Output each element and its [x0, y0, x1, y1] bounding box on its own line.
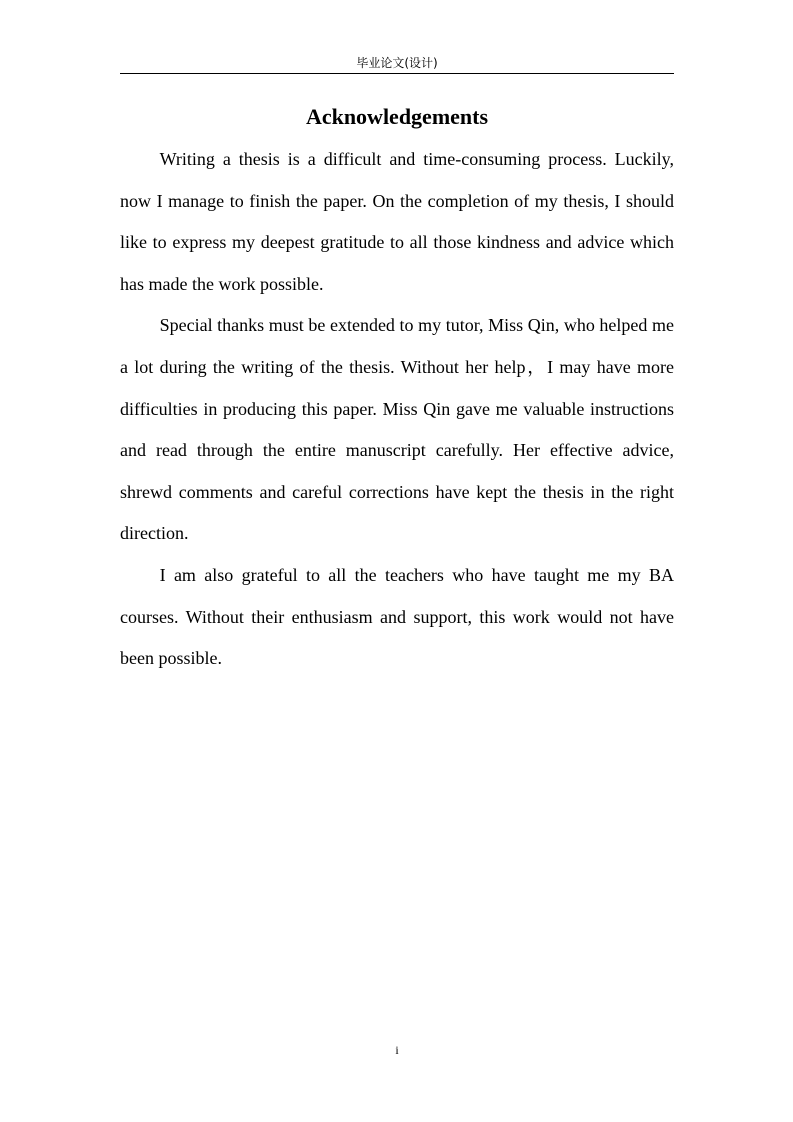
page-number: i [395, 1043, 399, 1057]
header-rule [120, 73, 674, 74]
paragraph-1: Writing a thesis is a difficult and time-consuming process. Luckily, now I manage to finish the paper. On the completion of my thesis, I should like to express my deepest gratitude to all those kindness and advice which has made the work possible. [120, 149, 674, 294]
paragraph-3: I am also grateful to all the teachers who have taught me my BA courses. Without their enthusiasm and support, this work would not have been possible. [120, 564, 674, 669]
paragraph-2: Special thanks must be extended to my tutor, Miss Qin, who helped me a lot during the writing of the thesis. Without her help，I may have more difficulties in producing this paper. Miss Qin gave me valuable instructions and read through the entire manuscript carefully. Her effective advice, shrewd comments and careful corrections have kept the thesis in the right direction. [120, 315, 674, 544]
body-text [120, 139, 674, 680]
page-header: 毕业论文(设计) [356, 56, 438, 70]
page-title: Acknowledgements [305, 104, 489, 129]
